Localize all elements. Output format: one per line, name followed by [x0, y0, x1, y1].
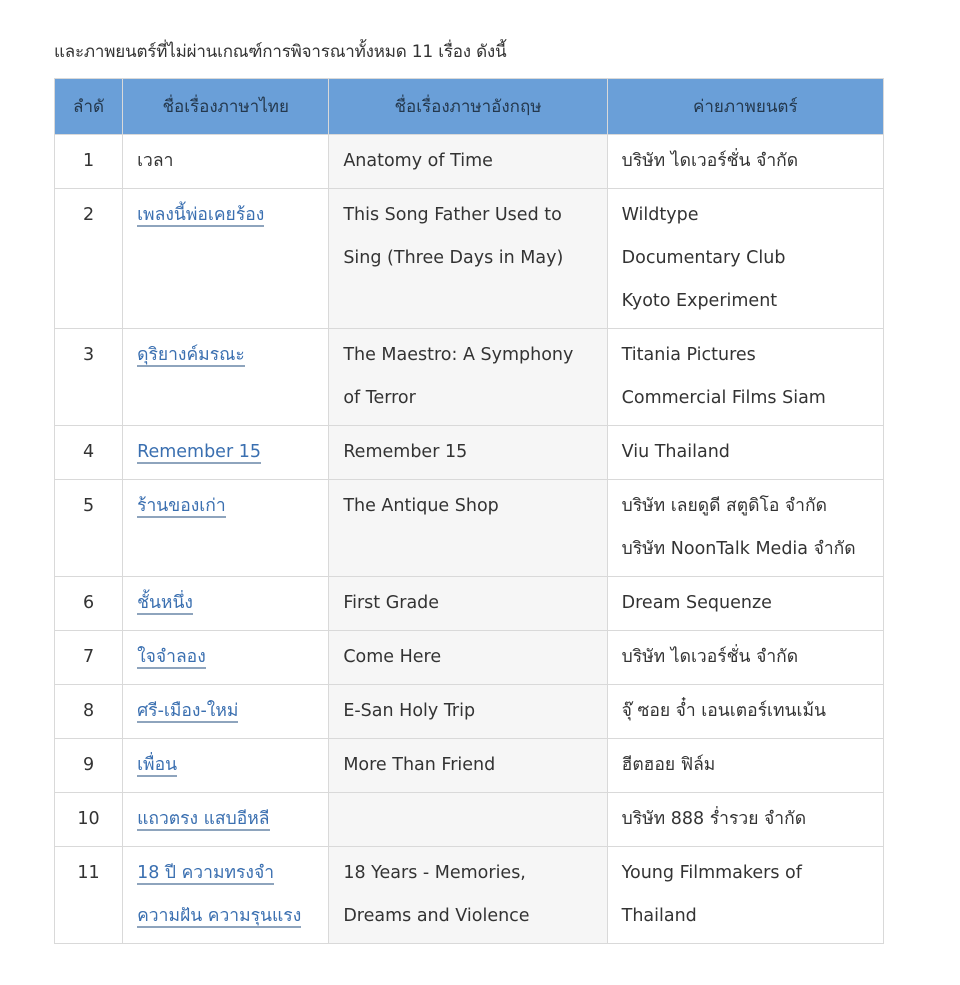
film-title-link[interactable]: ความฝัน ความรุนแรง [137, 906, 302, 926]
table-row [55, 189, 884, 329]
studio-line: Commercial Films Siam [621, 388, 826, 408]
cell-studio [607, 739, 883, 793]
thai-title-line [137, 485, 314, 528]
studio-line: จุ๊ ซอย จ๋ำ เอนเตอร์เทนเม้น [621, 701, 826, 721]
header-studio: ค่ายภาพยนตร์ [607, 79, 883, 135]
english-title-line: Come Here [343, 647, 442, 667]
thai-title-line [137, 744, 314, 787]
english-title-line: Dreams and Violence [343, 906, 530, 926]
cell-thai-title [123, 189, 329, 329]
studio-line: บริษัท ไดเวอร์ชั่น จำกัด [621, 151, 799, 171]
english-title-line: The Antique Shop [343, 496, 499, 516]
intro-text: และภาพยนตร์ที่ไม่ผ่านเกณฑ์การพิจารณาทั้งหมด 11 เรื่อง ดังนี้ [54, 42, 507, 62]
cell-thai-title [123, 793, 329, 847]
english-title-line: E-San Holy Trip [343, 701, 476, 721]
table-row [55, 426, 884, 480]
cell-number: 4 [55, 426, 123, 480]
studio-line: Dream Sequenze [621, 593, 772, 613]
english-title-line: The Maestro: A Symphony [343, 345, 574, 365]
thai-title-line [137, 431, 314, 474]
table-body [55, 135, 884, 944]
film-title-link[interactable]: ร้านของเก่า [137, 496, 226, 516]
cell-thai-title [123, 480, 329, 577]
table-row [55, 135, 884, 189]
cell-thai-title [123, 135, 329, 189]
cell-number: 7 [55, 631, 123, 685]
english-title-line: First Grade [343, 593, 440, 613]
english-title-line: 18 Years - Memories, [343, 863, 526, 883]
cell-number: 8 [55, 685, 123, 739]
cell-thai-title [123, 847, 329, 944]
studio-line: บริษัท เลยดูดี สตูดิโอ จำกัด [621, 496, 827, 516]
cell-english-title [329, 577, 607, 631]
film-title-text: เวลา [137, 151, 174, 171]
cell-number: 2 [55, 189, 123, 329]
table-row [55, 793, 884, 847]
english-title-line: of Terror [343, 388, 416, 408]
film-title-link[interactable]: ใจจำลอง [137, 647, 206, 667]
cell-thai-title [123, 426, 329, 480]
cell-english-title [329, 631, 607, 685]
thai-title-line [137, 334, 314, 377]
table-row [55, 631, 884, 685]
thai-title-line [137, 636, 314, 679]
cell-number: 1 [55, 135, 123, 189]
cell-thai-title [123, 577, 329, 631]
table-row [55, 739, 884, 793]
cell-thai-title [123, 631, 329, 685]
header-number: ลำดั [55, 79, 123, 135]
cell-number: 3 [55, 329, 123, 426]
english-title-line: Remember 15 [343, 442, 468, 462]
cell-english-title [329, 480, 607, 577]
cell-english-title [329, 685, 607, 739]
cell-studio [607, 135, 883, 189]
rejected-films-table [54, 78, 884, 944]
thai-title-line [137, 895, 314, 938]
film-title-link[interactable]: ชั้นหนึ่ง [137, 593, 193, 613]
english-title-line: This Song Father Used to [343, 205, 562, 225]
cell-english-title [329, 189, 607, 329]
table-row [55, 685, 884, 739]
cell-english-title [329, 135, 607, 189]
table-row [55, 329, 884, 426]
studio-line: Titania Pictures [621, 345, 756, 365]
thai-title-line [137, 194, 314, 237]
cell-english-title [329, 426, 607, 480]
thai-title-line [137, 140, 314, 183]
header-thai-title: ชื่อเรื่องภาษาไทย [123, 79, 329, 135]
cell-number: 9 [55, 739, 123, 793]
english-title-line: More Than Friend [343, 755, 496, 775]
film-title-link[interactable]: 18 ปี ความทรงจำ [137, 863, 275, 883]
cell-studio [607, 631, 883, 685]
thai-title-line [137, 690, 314, 733]
cell-english-title [329, 847, 607, 944]
studio-line: Young Filmmakers of [621, 863, 802, 883]
studio-line: Thailand [621, 906, 697, 926]
table-row [55, 577, 884, 631]
thai-title-line [137, 798, 314, 841]
cell-thai-title [123, 685, 329, 739]
table-row [55, 480, 884, 577]
english-title-line: Anatomy of Time [343, 151, 493, 171]
table-row [55, 847, 884, 944]
film-title-link[interactable]: Remember 15 [137, 442, 261, 462]
table-header-row [55, 79, 884, 135]
cell-number: 11 [55, 847, 123, 944]
thai-title-line [137, 582, 314, 625]
cell-number: 10 [55, 793, 123, 847]
studio-line: บริษัท NoonTalk Media จำกัด [621, 539, 856, 559]
cell-studio [607, 793, 883, 847]
cell-thai-title [123, 739, 329, 793]
cell-studio [607, 577, 883, 631]
studio-line: Viu Thailand [621, 442, 730, 462]
cell-studio [607, 426, 883, 480]
studio-line: Wildtype [621, 205, 699, 225]
cell-number: 6 [55, 577, 123, 631]
film-title-link[interactable]: เพลงนี้พ่อเคยร้อง [137, 205, 265, 225]
cell-english-title [329, 739, 607, 793]
cell-studio [607, 847, 883, 944]
cell-number: 5 [55, 480, 123, 577]
thai-title-line [137, 852, 314, 895]
english-title-line: Sing (Three Days in May) [343, 248, 564, 268]
cell-studio [607, 329, 883, 426]
studio-line: บริษัท ไดเวอร์ชั่น จำกัด [621, 647, 799, 667]
studio-line: Documentary Club [621, 248, 786, 268]
film-title-link[interactable]: ดุริยางค์มรณะ [137, 345, 245, 365]
cell-thai-title [123, 329, 329, 426]
cell-english-title [329, 329, 607, 426]
header-english-title: ชื่อเรื่องภาษาอังกฤษ [329, 79, 607, 135]
studio-line: บริษัท 888 ร่ำรวย จำกัด [621, 809, 807, 829]
film-title-link[interactable]: แถวตรง แสบอีหลี [137, 809, 270, 829]
film-title-link[interactable]: เพื่อน [137, 755, 178, 775]
cell-studio [607, 480, 883, 577]
cell-studio [607, 189, 883, 329]
film-title-link[interactable]: ศรี-เมือง-ใหม่ [137, 701, 239, 721]
cell-english-title [329, 793, 607, 847]
studio-line: ฮีตฮอย ฟิล์ม [621, 755, 716, 775]
cell-studio [607, 685, 883, 739]
studio-line: Kyoto Experiment [621, 291, 778, 311]
